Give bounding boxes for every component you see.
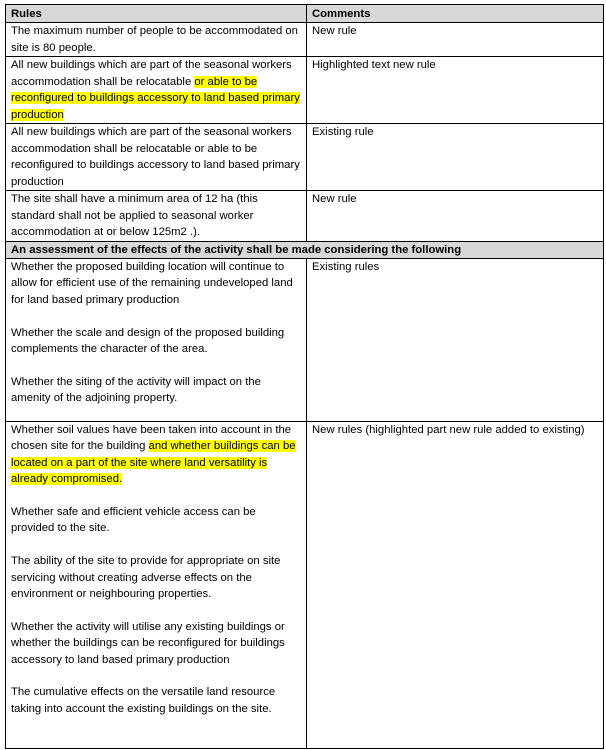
text-run: Whether safe and efficient vehicle access can be provided to the site. — [11, 506, 256, 535]
comment-cell: Existing rules — [307, 259, 604, 422]
text-run: The ability of the site to provide for appropriate on site servicing without creating adverse effects on the environment or neighbouring properties. — [11, 555, 281, 601]
comment-cell: New rule — [307, 191, 604, 241]
text-run: Whether the siting of the activity will impact on the amenity of the adjoining property. — [11, 375, 261, 405]
rules-header: Rules — [6, 5, 307, 23]
text-run: Whether soil values have been taken into account in the chosen site for the building — [11, 424, 292, 453]
assessment-paragraph — [11, 422, 301, 488]
assessment-cell — [6, 259, 307, 422]
assessment-cell — [6, 422, 307, 749]
table-row — [6, 124, 604, 191]
table-row — [6, 259, 604, 422]
highlighted-text: and whether buildings can be located on a part of the site where land versatility is already compromised. — [11, 440, 296, 486]
text-run: The cumulative effects on the versatile land resource taking into account the existing buildings on the site. — [11, 686, 276, 715]
assessment-paragraph — [11, 504, 301, 537]
table-header-row — [6, 5, 604, 23]
text-run: The site shall have a minimum area of 12 ha (this standard shall not be applied to seasonal worker accommodation at or below 125m2 .). — [11, 193, 258, 239]
rule-cell — [6, 124, 307, 191]
section-heading: An assessment of the effects of the activity shall be made considering the following — [6, 241, 604, 258]
rule-cell — [6, 57, 307, 124]
text-run: The maximum number of people to be accommodated on site is 80 people. — [11, 25, 298, 54]
highlighted-text: or able to be reconfigured to buildings accessory to land based primary production — [11, 75, 300, 121]
rules-table — [5, 4, 604, 749]
text-run: All new buildings which are part of the seasonal workers accommodation shall be relocatable or able to be reconfigured to buildings accessory to land based primary production — [11, 126, 300, 188]
assessment-paragraph — [11, 259, 301, 308]
comment-cell: New rules (highlighted part new rule added to existing) — [307, 422, 604, 749]
text-run: All new buildings which are part of the seasonal workers accommodation shall be relocatable — [11, 59, 292, 88]
assessment-paragraph — [11, 619, 301, 668]
rule-cell — [6, 191, 307, 241]
comments-header: Comments — [307, 5, 604, 23]
assessment-paragraph — [11, 684, 301, 717]
assessment-paragraph — [11, 553, 301, 602]
text-run: Whether the proposed building location will continue to allow for efficient use of the remaining undeveloped land for land based primary production — [11, 261, 293, 306]
table-row — [6, 422, 604, 749]
rule-cell — [6, 23, 307, 57]
assessment-paragraph — [11, 374, 301, 407]
table-row — [6, 191, 604, 241]
table-row — [6, 23, 604, 57]
table-row — [6, 57, 604, 124]
comment-cell: Existing rule — [307, 124, 604, 191]
text-run: Whether the scale and design of the proposed building complements the character of the area. — [11, 326, 285, 356]
assessment-paragraph — [11, 325, 301, 358]
comment-cell: New rule — [307, 23, 604, 57]
section-heading-row — [6, 241, 604, 258]
text-run: Whether the activity will utilise any existing buildings or whether the buildings can be reconfigured for buildings accessory to land based primary production — [11, 620, 285, 666]
comment-cell: Highlighted text new rule — [307, 57, 604, 124]
